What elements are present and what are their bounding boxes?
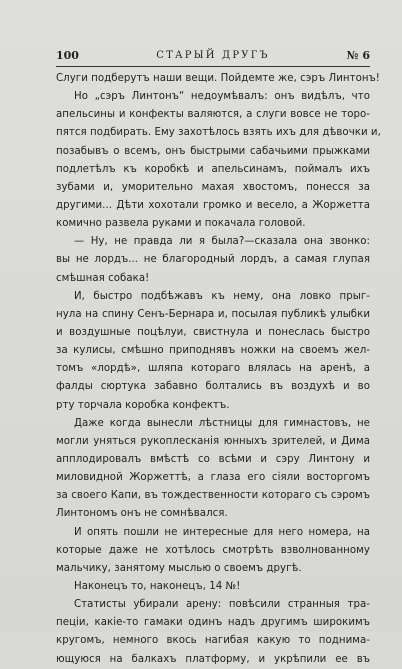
text-line: подлетѣлъ къ коробкѣ и апельсинамъ, поймалъ ихъ bbox=[56, 163, 370, 175]
text-line: И, быстро подбѣжавъ къ нему, она ловко прыг- bbox=[74, 290, 370, 302]
text-line: вы не лордъ... не благородный лордъ, а самая глупая bbox=[56, 254, 370, 266]
text-line: И опять пошли не интересные для него номера, на bbox=[74, 526, 370, 538]
text-line: — Ну, не правда ли я была?—сказала она звонко: bbox=[74, 236, 370, 248]
text-line: зубами и, уморительно махая хвостомъ, понесся за bbox=[56, 181, 370, 193]
text-line: позабывъ о всемъ, онъ быстрыми сабачьими прыжками bbox=[56, 145, 370, 157]
text-line: кругомъ, немного вкось нагибая какую то поднима- bbox=[56, 635, 370, 647]
text-line: апплодировалъ вмѣстѣ со всѣми и сэру Линтону и bbox=[56, 453, 370, 465]
text-line: и воздушные поцѣлуи, свистнула и понеслась быстро bbox=[56, 326, 370, 338]
text-line: Наконецъ то, наконецъ, 14 №! bbox=[74, 580, 241, 592]
body-text bbox=[56, 70, 381, 669]
text-line: за кулисы, смѣшно приподнявъ ножки на своемъ жел- bbox=[56, 345, 370, 357]
text-line: которые даже не хотѣлось смотрѣть взволнованному bbox=[56, 544, 370, 556]
issue-number: № 6 bbox=[346, 49, 370, 62]
text-line: пятся подбирать. Ему захотѣлось взять ихъ для дѣвочки и, bbox=[56, 127, 381, 139]
text-line: другими... Дѣти хохотали громко и весело, а Жоржетта bbox=[56, 199, 370, 211]
text-line: Статисты убирали арену: повѣсили странныя тра- bbox=[74, 599, 370, 611]
text-line: за своего Капи, въ тождественности котораго съ сэромъ bbox=[56, 490, 370, 502]
text-line: могли уняться рукоплесканія юнныхъ зрителей, и Дима bbox=[56, 435, 370, 447]
text-line: рту торчала коробка конфектъ. bbox=[56, 399, 230, 411]
text-line: Даже когда вынесли лѣстницы для гимнастовъ, не bbox=[74, 417, 370, 429]
journal-title: СТАРЫЙ ДРУГЪ bbox=[156, 50, 270, 61]
text-line: смѣшная собака! bbox=[56, 272, 150, 284]
page-number: 100 bbox=[56, 49, 79, 62]
page-header bbox=[56, 48, 370, 64]
text-line: Линтономъ онъ не сомнѣвался. bbox=[56, 508, 228, 520]
text-line: пеціи, какіе-то гамаки одинъ надъ другимъ широкимъ bbox=[56, 617, 370, 629]
text-line: Но „сэръ Линтонъ“ недоумѣвалъ: онъ видѣлъ, что bbox=[74, 91, 370, 103]
text-line: ющуюся на балкахъ платформу, и укрѣпили ее въ bbox=[56, 653, 370, 665]
header-rule bbox=[56, 66, 370, 67]
text-line: мальчику, занятому мыслью о своемъ другѣ. bbox=[56, 562, 302, 574]
text-line: миловидной Жоржеттѣ, а глаза его сіяли восторгомъ bbox=[56, 472, 370, 484]
text-line: фалды сюртука забавно болтались въ воздухѣ и во bbox=[56, 381, 370, 393]
text-line: нула на спину Сенъ-Бернара и, посылая публикѣ улыбки bbox=[56, 308, 370, 320]
text-line: апельсины и конфекты валяются, а слуги вовсе не торо- bbox=[56, 109, 370, 121]
text-line: комично развела руками и покачала головой. bbox=[56, 218, 306, 230]
text-line: Слуги подберутъ наши вещи. Пойдемте же, сэръ Линтонъ! bbox=[56, 73, 380, 84]
text-line: томъ «лордѣ», шляпа котораго влялась на аренѣ, а bbox=[56, 363, 370, 375]
